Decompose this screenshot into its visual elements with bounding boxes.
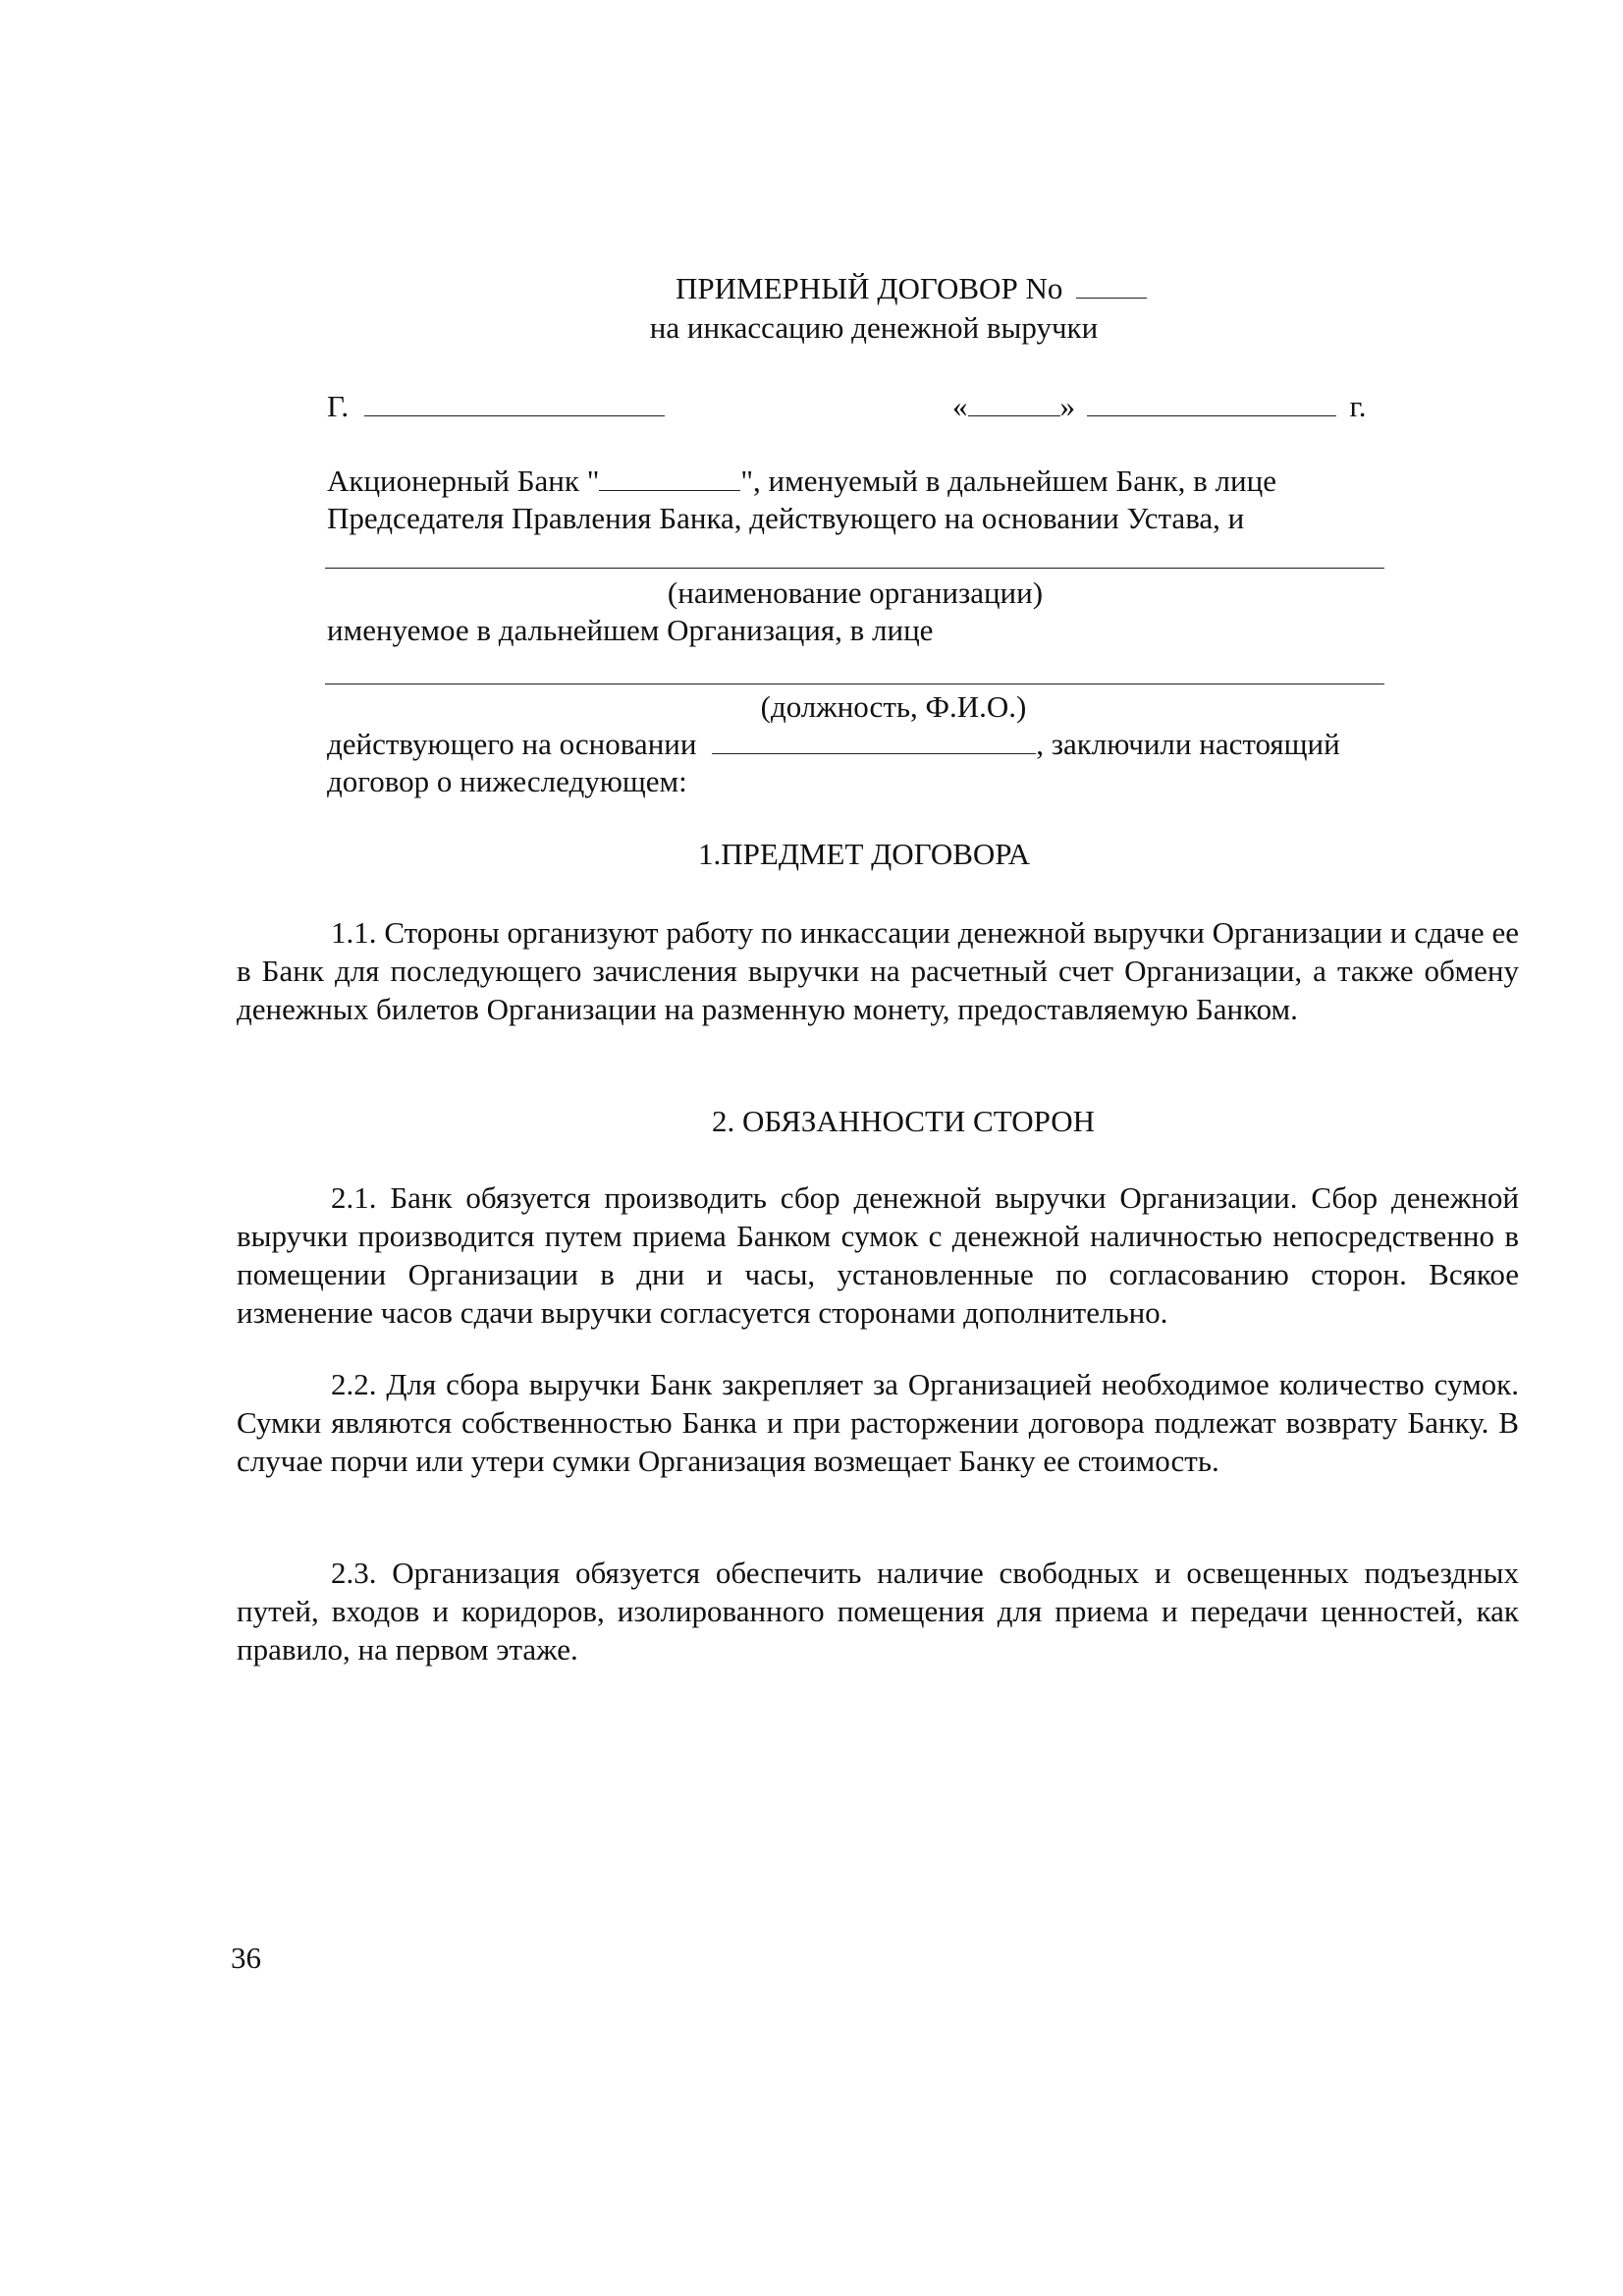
clause-2-1-text: 2.1. Банк обязуется производить сбор денежной выручки Организации. Сбор денежной выручки производится путем приема Банком сумок с денежной наличностью непосредственно в помещении Организации в дни и часы, установленные по согласованию сторон. Всякое изменение часов сдачи выручки согласуется сторонами дополнительно. (237, 1180, 1519, 1330)
intro-line-1 (327, 464, 1276, 499)
page-number: 36 (231, 1941, 261, 1975)
org-name-caption: (наименование организации) (667, 575, 1044, 610)
clause-2-2-text: 2.2. Для сбора выручки Банк закрепляет за Организацией необходимое количество сумок. Сумки являются собственностью Банка и при расторжении договора подлежат возврату Банку. В случае порчи или утери сумки Организация возмещает Банку ее стоимость. (237, 1367, 1519, 1478)
basis-line-2: договор о нижеследующем: (327, 764, 687, 798)
clause-2-3-text: 2.3. Организация обязуется обеспечить наличие свободных и освещенных подъездных путей, входов и коридоров, изолированного помещения для приема и передачи ценностей, как правило, на первом этаже. (237, 1556, 1519, 1667)
month-blank (1087, 390, 1336, 416)
position-rule (325, 683, 1384, 684)
intro-line-2: Председателя Правления Банка, действующего на основании Устава, и (327, 501, 1245, 535)
city-prefix: Г. (327, 389, 350, 423)
document-subtitle: на инкассацию денежной выручки (649, 310, 1099, 345)
clause-1-1 (237, 913, 1519, 1028)
section-2-title: 2. ОБЯЗАННОСТИ СТОРОН (711, 1104, 1096, 1138)
day-blank (968, 390, 1060, 416)
date-line (952, 389, 1366, 424)
city-line (327, 389, 665, 424)
org-name-rule (325, 568, 1384, 569)
year-suffix: г. (1349, 389, 1367, 423)
clause-2-2 (237, 1365, 1519, 1480)
basis-suffix: , заключили настоящий (1036, 727, 1340, 761)
position-caption: (должность, Ф.И.О.) (760, 689, 1027, 724)
intro-bank-suffix: ", именуемый в дальнейшем Банк, в лице (740, 464, 1276, 498)
clause-1-1-text: 1.1. Стороны организуют работу по инкассации денежной выручки Организации и сдаче ее в Банк для последующего зачисления выручки на расчетный счет Организации, а также обмену денежных билетов Организации на разменную монету, предоставляемую Банком. (237, 915, 1519, 1026)
org-line: именуемое в дальнейшем Организация, в лице (327, 613, 934, 647)
contract-number-blank (1076, 272, 1147, 299)
city-blank (364, 390, 665, 416)
date-close-quote: » (1059, 389, 1075, 423)
clause-2-3 (237, 1554, 1519, 1668)
section-1-title: 1.ПРЕДМЕТ ДОГОВОРА (698, 837, 1030, 871)
basis-blank (712, 728, 1036, 754)
basis-line-1 (327, 727, 1340, 762)
document-title-text: ПРИМЕРНЫЙ ДОГОВОР No (676, 271, 1063, 305)
clause-2-1 (237, 1178, 1519, 1332)
basis-prefix: действующего на основании (327, 727, 697, 761)
date-open-quote: « (952, 389, 968, 423)
bank-name-blank (599, 465, 740, 491)
document-title (676, 271, 1147, 306)
intro-bank-prefix: Акционерный Банк " (327, 464, 600, 498)
